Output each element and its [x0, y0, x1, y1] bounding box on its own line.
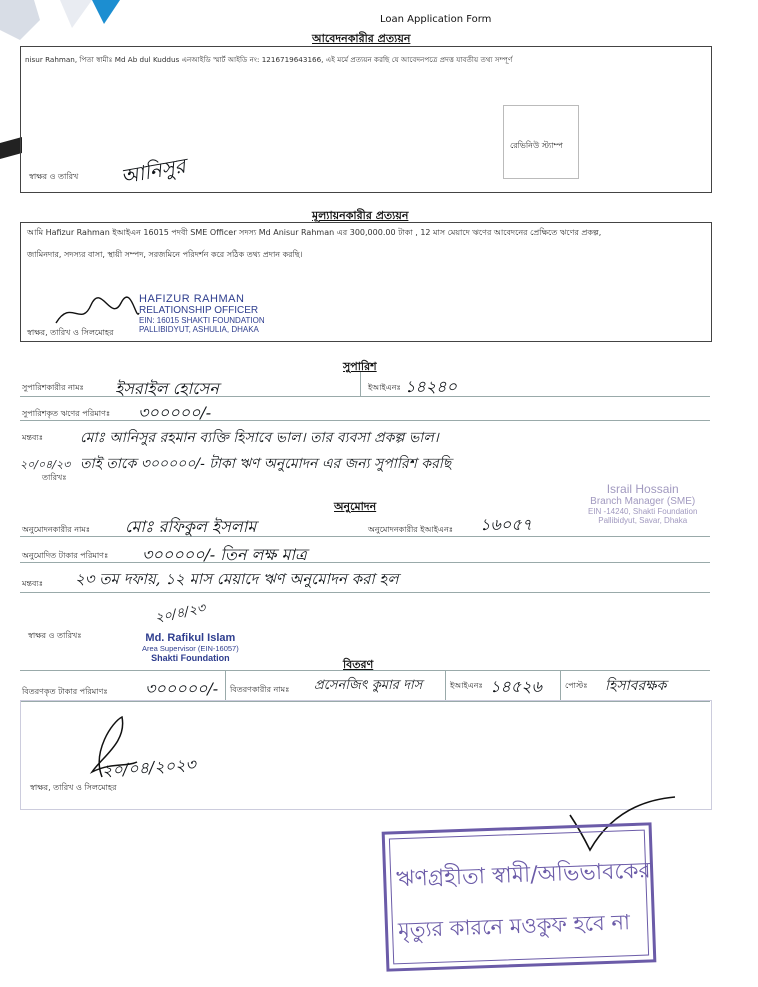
recommender-label: সুপারিশকারীর নামঃ	[22, 383, 84, 392]
recommendation-heading: সুপারিশ	[343, 360, 377, 373]
recommendation-table	[20, 372, 710, 482]
approved-amount-value: ৩০০০০০/- তিন লক্ষ মাত্র	[142, 545, 307, 564]
assessor-stamp	[139, 293, 265, 334]
recommender-stamp-branch: Pallibidyut, Savar, Dhaka	[598, 516, 688, 525]
recommender-value: ইসরাইল হোসেন	[115, 379, 219, 398]
scan-artifact-left	[0, 137, 22, 159]
waiver-stamp-line2: মৃত্যুর কারনে মওকুফ হবে না	[397, 910, 631, 943]
assessor-text-line1: আমি Hafizur Rahman ইআইএন 16015 পদবী SME Officer সদস্য Md Anisur Rahman এর 300,000.00 টাকা , 12 মাস মেয়াদে ঋণের আবেদনের প্রেক্ষিতে ঋণের প্রকল্প,	[27, 228, 602, 237]
approver-stamp-name: Md. Rafikul Islam	[145, 632, 236, 644]
disbursed-amount-value: ৩০০০০০/-	[145, 679, 219, 698]
recommended-amount-label: সুপারিশকৃত ঋণের পরিমাণঃ	[22, 409, 111, 418]
disbursement-sign-date: ২০/০৪/২০২৩	[101, 754, 197, 781]
recommender-stamp-org: EIN -14240, Shakti Foundation	[588, 507, 698, 516]
recommender-ein-value: ১৪২৪০	[405, 377, 457, 396]
assessor-stamp-name: HAFIZUR RAHMAN	[139, 293, 245, 305]
approval-comment-value: ২৩ তম দফায়, ১২ মাস মেয়াদে ঋণ অনুমোদন করা হল	[75, 570, 399, 588]
page-title: Loan Application Form	[380, 14, 492, 25]
revenue-stamp-label: রেভিনিউ স্ট্যাম্প	[510, 141, 563, 150]
recommender-stamp-name: Israil Hossain	[606, 482, 679, 496]
applicant-sign-label: স্বাক্ষর ও তারিখ	[29, 172, 79, 181]
recommendation-date-value: ২০/০৪/২৩	[20, 458, 71, 471]
assessor-text-line2: জামিনদার, সদস্যর বাসা, স্থায়ী সম্পদ, সরজমিনে পরিদর্শন করে সঠিক তথ্য প্রদান করছি।	[27, 250, 303, 259]
recommendation-comment-label: মন্তব্যঃ	[22, 433, 43, 442]
approver-label: অনুমোদনকারীর নামঃ	[22, 525, 91, 534]
approval-sign-label: স্বাক্ষর ও তারিখঃ	[28, 631, 82, 640]
approver-stamp-designation: Area Supervisor (EIN-16057)	[142, 644, 239, 653]
recommender-stamp-designation: Branch Manager (SME)	[590, 496, 696, 507]
approval-table	[20, 512, 710, 652]
disburser-label: বিতরণকারীর নামঃ	[230, 685, 290, 694]
approver-ein-value: ১৬০৫৭	[480, 515, 532, 534]
post-label: পোস্টঃ	[565, 681, 588, 690]
recommendation-date-label: তারিখঃ	[42, 473, 67, 482]
recommended-amount-value: ৩০০০০০/-	[138, 403, 212, 422]
approved-amount-label: অনুমোদিত টাকার পরিমাণঃ	[22, 551, 109, 560]
approval-comment-label: মন্তব্যঃ	[22, 579, 43, 588]
applicant-declaration-text: nisur Rahman, পিতা স্বামীঃ Md Ab dul Kuddus এনআইডি স্মার্ট আইডি নং: 1216719643166, এই মর্মে প্রত্যয়ন করছি যে আবেদনপত্রে প্রদত্ত যাবতীয় তথ্য সম্পূর্ণ	[25, 55, 513, 64]
assessor-stamp-org: EIN: 16015 SHAKTI FOUNDATION	[139, 316, 265, 325]
disburser-ein-label: ইআইএনঃ	[450, 681, 483, 690]
recommendation-comment-line1: মোঃ আনিসুর রহমান ব্যক্তি হিসাবে ভাল। তার ব্যবসা প্রকল্প ভাল।	[80, 430, 439, 446]
approver-stamp-org: Shakti Foundation	[151, 653, 230, 663]
disbursement-heading: বিতরণ	[343, 658, 374, 671]
disburser-value: প্রসেনজিৎ কুমার দাস	[314, 678, 423, 693]
applicant-declaration-heading: আবেদনকারীর প্রত্যয়ন	[312, 32, 411, 45]
assessor-stamp-designation: RELATIONSHIP OFFICER	[139, 305, 259, 316]
recommendation-comment-line2: তাই তাকে ৩০০০০০/- টাকা ঋণ অনুমোদন এর জন্য সুপারিশ করছি	[80, 456, 452, 472]
recommender-ein-label: ইআইএনঃ	[368, 383, 401, 392]
assessor-stamp-branch: PALLIBIDYUT, ASHULIA, DHAKA	[139, 325, 259, 334]
assessor-sign-label: স্বাক্ষর, তারিখ ও সিলমোহর	[27, 328, 114, 337]
approver-value: মোঃ রফিকুল ইসলাম	[125, 517, 257, 536]
waiver-stamp	[382, 822, 657, 971]
approver-ein-label: অনুমোদনকারীর ইআইএনঃ	[368, 525, 453, 534]
disbursement-sign-label: স্বাক্ষর, তারিখ ও সিলমোহর	[30, 783, 117, 792]
assessor-declaration-heading: মূল্যায়নকারীর প্রত্যয়ন	[312, 209, 409, 222]
waiver-stamp-line1: ঋণগ্রহীতা স্বামী/অভিভাবকের	[395, 858, 652, 893]
disbursed-amount-label: বিতরণকৃত টাকার পরিমাণঃ	[22, 687, 108, 696]
applicant-declaration-box	[20, 46, 712, 193]
applicant-signature: আনিসুর	[118, 153, 188, 189]
approver-stamp	[142, 632, 239, 663]
disburser-ein-value: ১৪৫২৬	[490, 677, 542, 696]
revenue-stamp-box	[503, 105, 579, 179]
approval-sign-date: ২০/৪/২৩	[153, 600, 207, 627]
post-value: হিসাবরক্ষক	[605, 678, 667, 694]
approval-heading: অনুমোদন	[334, 500, 377, 513]
assessor-declaration-box	[20, 222, 712, 342]
